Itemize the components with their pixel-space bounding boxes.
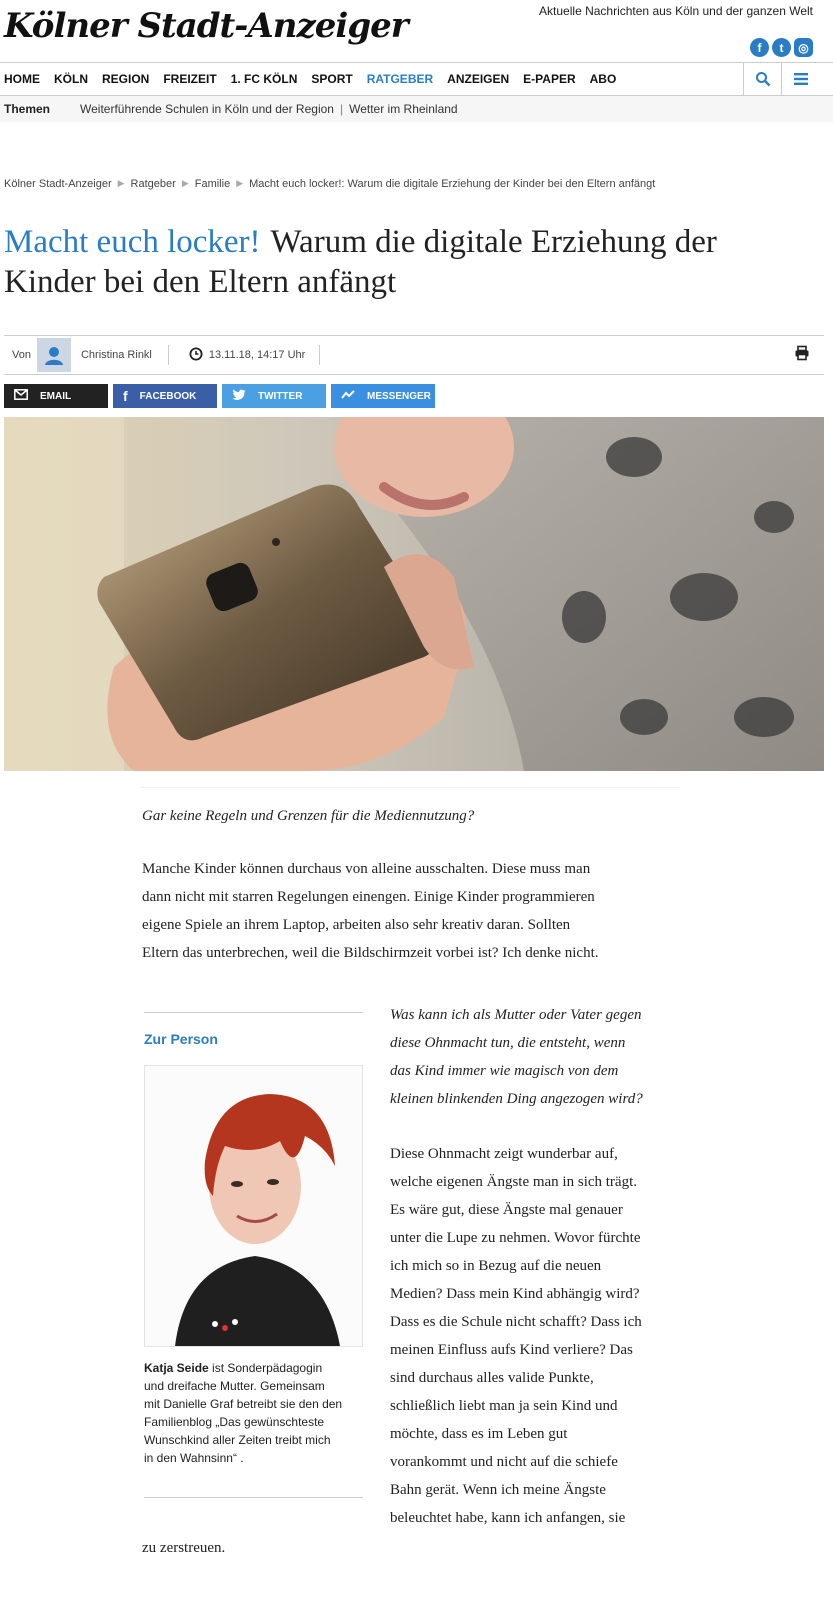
divider: [140, 787, 680, 788]
search-icon[interactable]: [743, 63, 781, 95]
bio-line: Wunschkind aller Zeiten treibt mich: [144, 1433, 331, 1447]
topic-separator: |: [339, 102, 344, 116]
bio-line: ist Sonderpädagogin: [208, 1361, 323, 1375]
messenger-icon: [341, 390, 355, 403]
nav-item-anzeigen[interactable]: ANZEIGEN: [447, 72, 510, 86]
article-meta: [4, 335, 824, 375]
share-twitter-button[interactable]: [222, 384, 326, 408]
paragraph-line: Manche Kinder können durchaus von alleine ausschalten. Diese muss man: [142, 861, 591, 877]
question-line: diese Ohnmacht tun, die entsteht, wenn: [390, 1035, 626, 1051]
nav-item-fc-koeln[interactable]: 1. FC KÖLN: [230, 72, 298, 86]
masthead: [0, 0, 833, 62]
paragraph-line: zu zerstreuen.: [142, 1540, 226, 1556]
bio-line: mit Danielle Graf betreibt sie den den: [144, 1397, 343, 1411]
paragraph-line: beleuchtet habe, kann ich anfangen, sie: [390, 1510, 626, 1526]
avatar[interactable]: [37, 338, 71, 372]
paragraph-line: Dass es die Schule nicht schafft? Dass ich: [390, 1314, 642, 1330]
main-nav: [0, 62, 833, 96]
clock-icon: [189, 347, 203, 364]
breadcrumb-item[interactable]: Ratgeber: [130, 178, 176, 190]
bio-line: Familienblog „Das gewünschteste: [144, 1415, 325, 1429]
social-links: [750, 38, 813, 57]
paragraph-line: schließlich liebt man ja sein Kind und: [390, 1398, 618, 1414]
byline-label: Von: [12, 349, 31, 361]
chevron-right-icon: ▶: [181, 178, 189, 188]
article-headline: [4, 222, 804, 302]
paragraph-line: ich mich so in Bezug auf die neuen: [390, 1258, 602, 1274]
nav-item-freizeit[interactable]: FREIZEIT: [163, 72, 217, 86]
paragraph-line: welche eigenen Ängste man in sich trägt.: [390, 1174, 638, 1190]
nav-item-ratgeber[interactable]: RATGEBER: [366, 72, 434, 86]
share-email-button[interactable]: [4, 384, 108, 408]
publish-date: 13.11.18, 14:17 Uhr: [209, 345, 320, 365]
topics-label: Themen: [4, 102, 51, 116]
topics-bar: [0, 96, 833, 122]
person-box: [144, 1012, 363, 1498]
question-line: kleinen blinkenden Ding angezogen wird?: [390, 1091, 643, 1107]
person-box-title: Zur Person: [144, 1031, 218, 1047]
share-messenger-button[interactable]: [331, 384, 435, 408]
topic-link[interactable]: Wetter im Rheinland: [349, 102, 458, 116]
person-bio: [144, 1359, 363, 1467]
hero-image: [4, 417, 824, 771]
nav-item-home[interactable]: HOME: [4, 72, 40, 86]
paragraph-line: sind durchaus alles valide Punkte,: [390, 1370, 594, 1386]
bio-line: und dreifache Mutter. Gemeinsam: [144, 1379, 325, 1393]
twitter-icon[interactable]: t: [772, 38, 791, 57]
nav-item-region[interactable]: REGION: [102, 72, 150, 86]
mail-icon: [14, 389, 28, 403]
chevron-right-icon: ▶: [236, 178, 244, 188]
breadcrumb-item[interactable]: Familie: [194, 178, 231, 190]
divider: [144, 1012, 363, 1013]
paragraph-line: Bahn gerät. Wenn ich meine Ängste: [390, 1482, 606, 1498]
nav-item-abo[interactable]: ABO: [589, 72, 617, 86]
chevron-right-icon: ▶: [117, 178, 125, 188]
paragraph-line: dann nicht mit starren Regelungen einengen. Einige Kinder programmieren: [142, 889, 595, 905]
article-title: Warum die digitale Erziehung der Kinder bei den Eltern anfängt: [4, 224, 717, 300]
divider: [144, 1497, 363, 1498]
twitter-icon: [232, 389, 246, 404]
paragraph-line: Eltern das unterbrechen, weil die Bildschirmzeit vorbei ist? Ich denke nicht.: [142, 945, 599, 961]
paragraph-line: unter die Lupe zu nehmen. Wovor fürchte: [390, 1230, 641, 1246]
paragraph-line: Es wäre gut, diese Ängste mal genauer: [390, 1202, 623, 1218]
share-facebook-button[interactable]: [113, 384, 217, 408]
instagram-icon[interactable]: ◎: [794, 38, 813, 57]
share-email-label: EMAIL: [40, 390, 72, 402]
article-kicker: Macht euch locker!: [4, 224, 261, 260]
nav-list: [4, 63, 630, 95]
question-1: Gar keine Regeln und Grenzen für die Mediennutzung?: [142, 808, 475, 824]
share-facebook-label: FACEBOOK: [139, 390, 197, 402]
breadcrumb-item[interactable]: Kölner Stadt-Anzeiger: [4, 178, 112, 190]
author-name[interactable]: Christina Rinkl: [81, 345, 169, 365]
question-line: Was kann ich als Mutter oder Vater gegen: [390, 1007, 642, 1023]
share-bar: [4, 384, 435, 408]
paragraph-line: Diese Ohnmacht zeigt wunderbar auf,: [390, 1146, 618, 1162]
nav-actions: [743, 63, 819, 95]
topic-link[interactable]: Weiterführende Schulen in Köln und der Region: [80, 102, 334, 116]
paragraph-line: möchte, dass es im Leben gut: [390, 1426, 568, 1442]
breadcrumb-current: Macht euch locker!: Warum die digitale Erziehung der Kinder bei den Eltern anfängt: [249, 178, 656, 190]
facebook-icon: f: [123, 388, 128, 404]
nav-item-e-paper[interactable]: E-PAPER: [523, 72, 576, 86]
paragraph-line: meinen Einfluss aufs Kind verliere? Das: [390, 1342, 633, 1358]
share-messenger-label: MESSENGER: [367, 390, 431, 402]
breadcrumb: [4, 178, 655, 190]
menu-icon[interactable]: [781, 63, 819, 95]
paragraph-line: eigene Spiele an ihrem Laptop, arbeiten also sehr kreativ daran. Sollten: [142, 917, 571, 933]
person-portrait: [144, 1065, 363, 1347]
print-icon[interactable]: [794, 345, 810, 365]
share-twitter-label: TWITTER: [258, 390, 303, 402]
site-logo[interactable]: Kölner Stadt-Anzeiger: [4, 6, 408, 46]
tagline: Aktuelle Nachrichten aus Köln und der ganzen Welt: [539, 4, 813, 18]
question-line: das Kind immer wie magisch von dem: [390, 1063, 619, 1079]
bio-line: in den Wahnsinn“ .: [144, 1451, 244, 1465]
paragraph-line: Medien? Dass mein Kind abhängig wird?: [390, 1286, 640, 1302]
paragraph-line: vorankommt und nicht auf die schiefe: [390, 1454, 618, 1470]
nav-item-koeln[interactable]: KÖLN: [54, 72, 88, 86]
nav-item-sport[interactable]: SPORT: [311, 72, 353, 86]
person-name: Katja Seide: [144, 1361, 209, 1375]
facebook-icon[interactable]: f: [750, 38, 769, 57]
